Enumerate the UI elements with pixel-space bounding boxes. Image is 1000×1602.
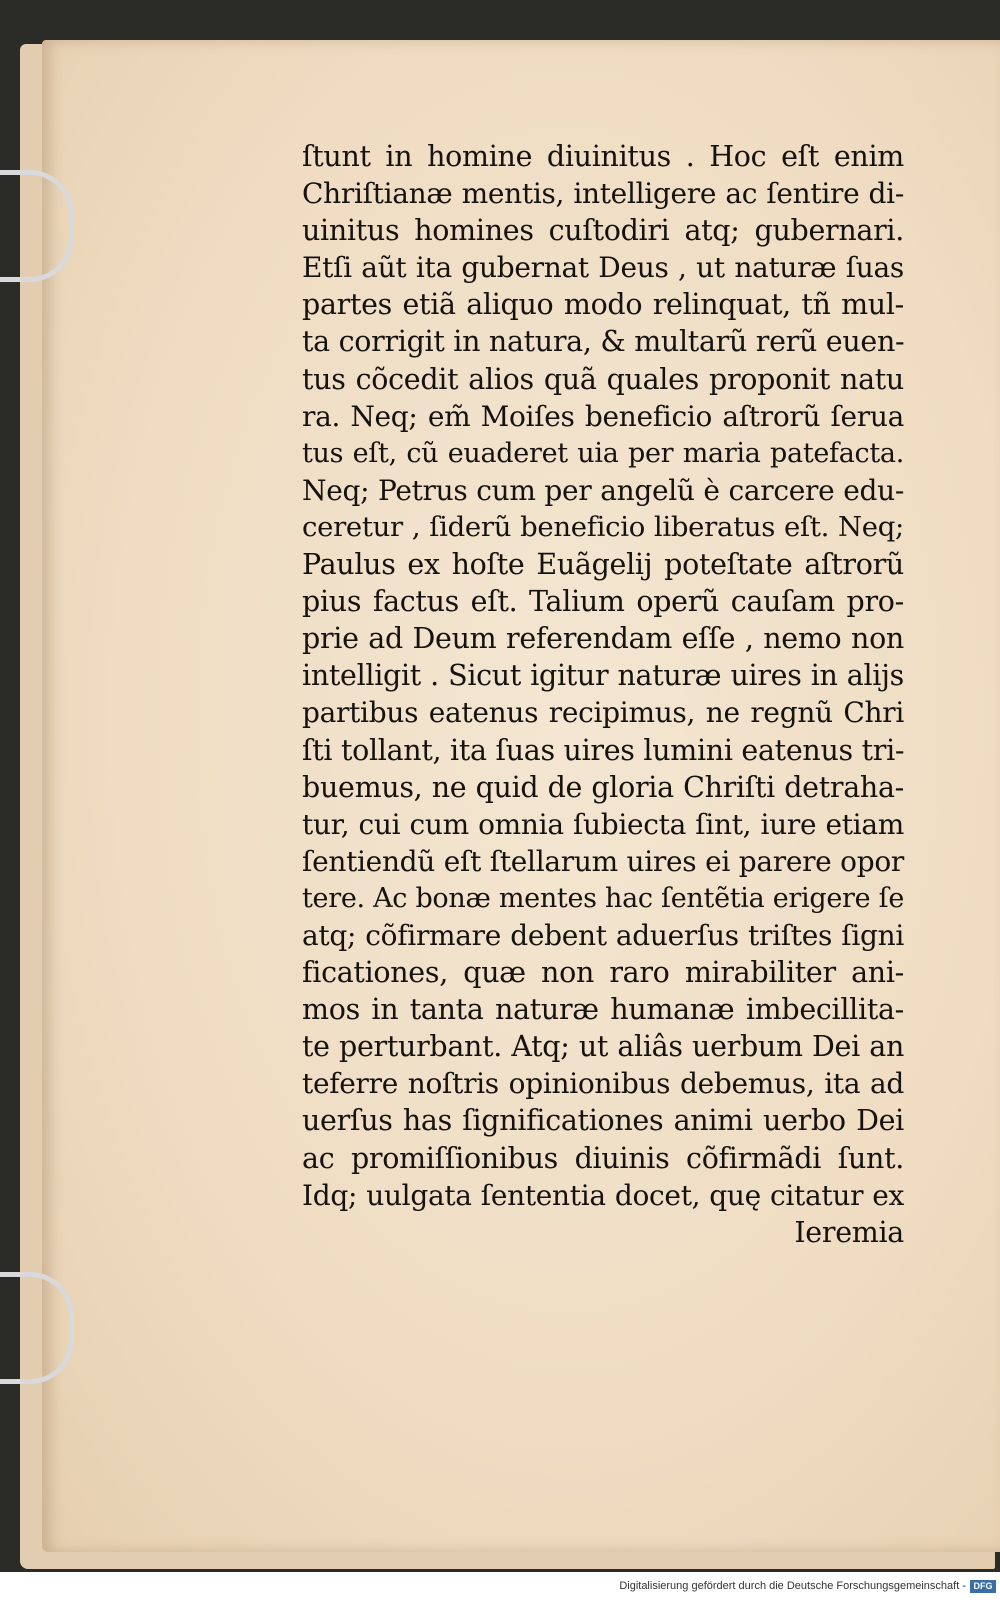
text-line: partes etiã aliquo modo relinquat, tñ mul-: [302, 288, 904, 322]
text-line: tus eſt, cũ euaderet uia per maria patefacta.: [302, 437, 904, 469]
text-line: prie ad Deum referendam eſſe , nemo non: [302, 622, 904, 656]
text-line: ſentiendũ eſt ſtellarum uires ei parere opor: [302, 844, 904, 878]
text-line: mos in tanta naturæ humanæ imbecillita-: [302, 993, 904, 1027]
text-line: pius factus eſt. Talium operũ cauſam pro-: [302, 585, 904, 619]
text-line: buemus, ne quid de gloria Chriſti detraha-: [302, 770, 904, 804]
text-line: ceretur , ſiderũ beneficio liberatus eſt. Neq;: [302, 510, 904, 543]
text-line: uerſus has ſignificationes animi uerbo Dei: [302, 1104, 904, 1138]
text-line: partibus eatenus recipimus, ne regnũ Chri: [302, 696, 904, 730]
digitization-footer: [0, 1572, 1000, 1602]
page-text: [302, 138, 904, 1251]
clip-top: [0, 170, 74, 282]
text-line: te perturbant. Atq; ut aliâs uerbum Dei an: [302, 1030, 904, 1064]
text-line: Idq; uulgata ſententia docet, quę citatur ex: [302, 1178, 904, 1212]
text-line: tus cõcedit alios quã quales proponit natu: [302, 362, 904, 396]
text-line: teferre noſtris opinionibus debemus, ita ad: [302, 1067, 904, 1101]
text-line: Paulus ex hoſte Euãgelij poteſtate aſtrorũ: [302, 548, 904, 582]
text-line: tere. Ac bonæ mentes hac ſentẽtia erigere ſe: [302, 882, 904, 914]
text-line: uinitus homines cuſtodiri atq; gubernari.: [302, 214, 904, 248]
dfg-logo: DFG: [970, 1580, 996, 1593]
text-line: ra. Neq; em̃ Moiſes beneficio aſtrorũ ſerua: [302, 399, 904, 433]
text-line: Etſi aũt ita gubernat Deus , ut naturæ ſuas: [302, 251, 904, 285]
text-line: ac promiſſionibus diuinis cõfirmãdi ſunt.: [302, 1141, 904, 1175]
text-line: Neq; Petrus cum per angelũ è carcere edu-: [302, 473, 904, 507]
catchword: Ieremia: [794, 1215, 904, 1249]
text-line: ficationes, quæ non raro mirabiliter ani-: [302, 956, 904, 990]
text-line: Chriſtianæ mentis, intelligere ac ſentire di-: [302, 177, 904, 211]
text-line: intelligit . Sicut igitur naturæ uires in alijs: [302, 659, 904, 693]
text-line: tur, cui cum omnia ſubiecta ſint, iure etiam: [302, 807, 904, 841]
footer-credit: Digitalisierung gefördert durch die Deutsche Forschungsgemeinschaft -: [619, 1580, 966, 1592]
text-line: ſti tollant, ita ſuas uires lumini eatenus tri-: [302, 733, 905, 767]
text-line: ſtunt in homine diuinitus . Hoc eſt enim: [302, 140, 904, 173]
text-line: ta corrigit in natura, & multarũ rerũ euen-: [302, 325, 905, 359]
text-line: atq; cõfirmare debent aduerſus triſtes ſigni: [302, 918, 904, 952]
clip-bottom: [0, 1272, 74, 1384]
